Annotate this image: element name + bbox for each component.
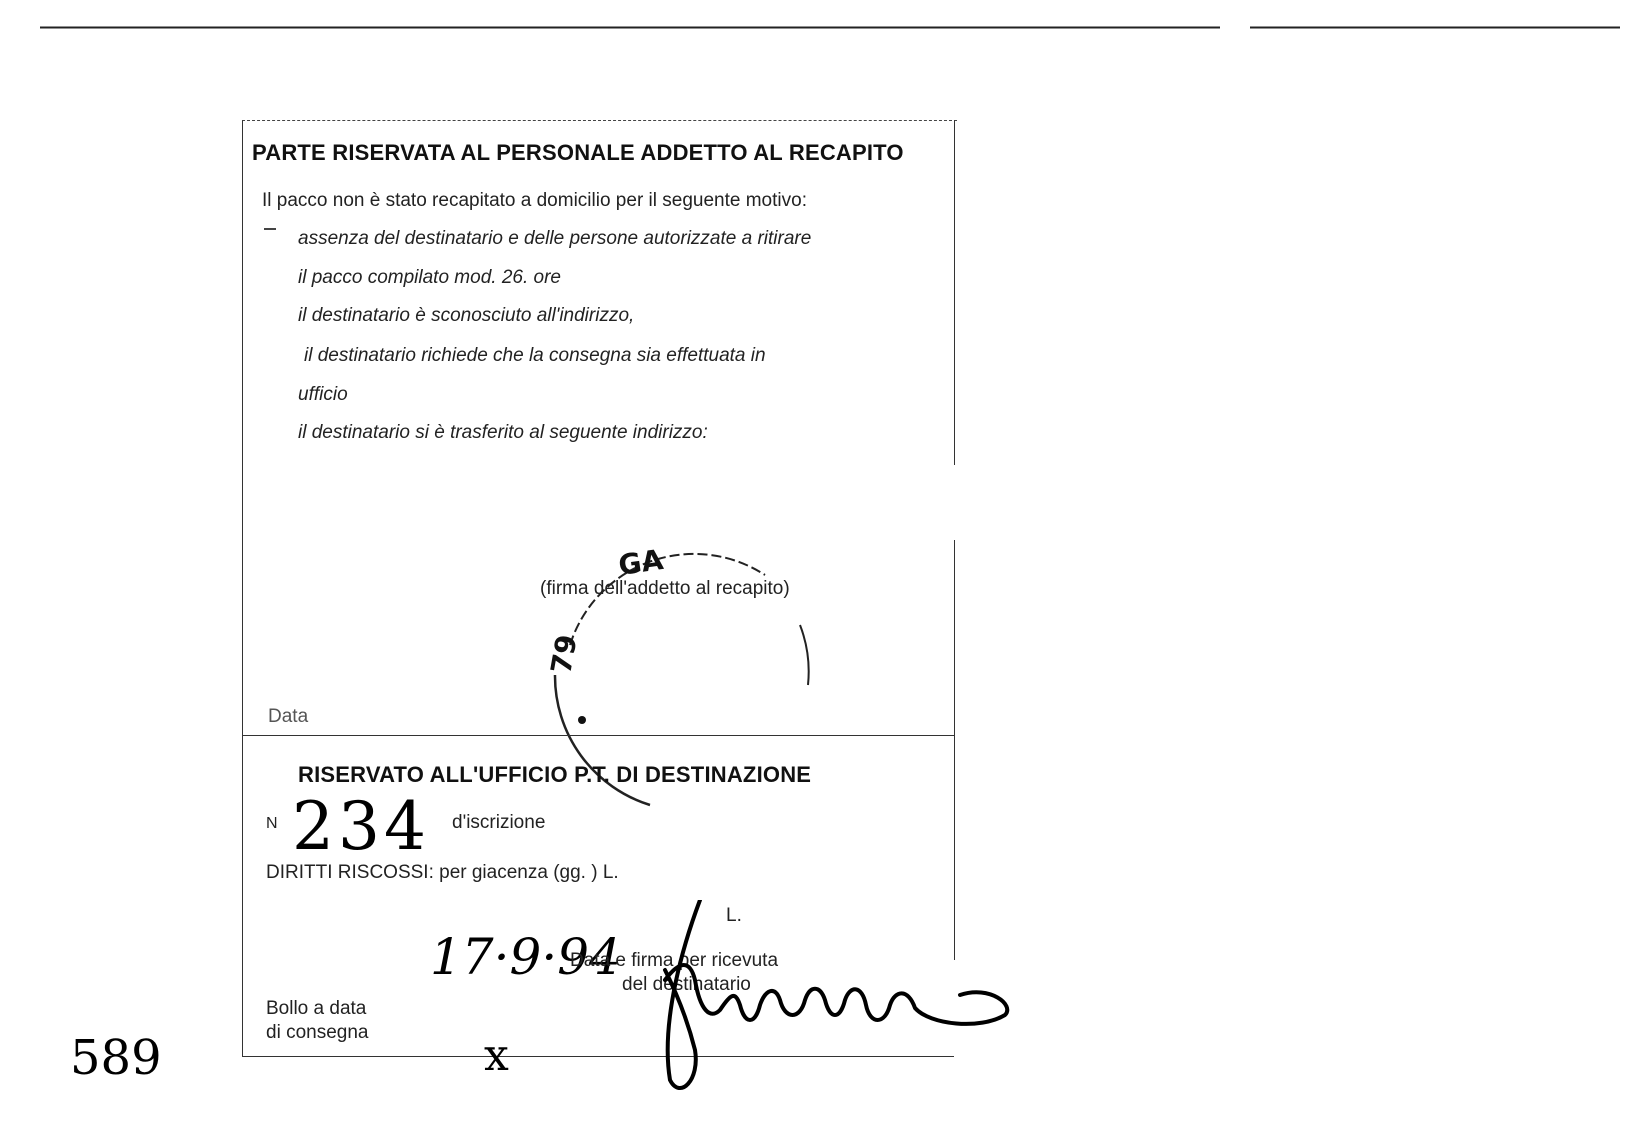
reason3-line1: il destinatario richiede che la consegna sia effettuata in: [304, 345, 766, 366]
postmark-text: GA: [616, 543, 666, 582]
receipt-line2: del destinatario: [622, 974, 751, 995]
fees-label: DIRITTI RISCOSSI: per giacenza (gg. ) L.: [266, 862, 619, 883]
reason4: il destinatario si è trasferito al seguente indirizzo:: [298, 422, 708, 443]
section-divider: [242, 735, 954, 736]
reason3-line2: ufficio: [298, 384, 348, 405]
section1-intro: Il pacco non è stato recapitato a domicilio per il seguente motivo:: [262, 190, 807, 211]
handwritten-date: 17·9·94: [430, 928, 621, 986]
reason1-line2: il pacco compilato mod. 26. ore: [298, 267, 561, 288]
reason2: il destinatario è sconosciuto all'indirizzo,: [298, 305, 635, 326]
section1-header: PARTE RISERVATA AL PERSONALE ADDETTO AL RECAPITO: [252, 140, 904, 165]
reason1-line1: assenza del destinatario e delle persone autorizzate a ritirare: [298, 228, 812, 249]
top-rule: [40, 26, 1620, 29]
registration-label: d'iscrizione: [452, 812, 546, 833]
checkbox-mark: [264, 228, 276, 230]
recipient-signature: [640, 900, 1020, 1100]
section2-header: RISERVATO ALL'UFFICIO P.T. DI DESTINAZIONE: [298, 762, 812, 787]
signature-caption: (firma dell'addetto al recapito): [540, 578, 790, 599]
form-right-border: [954, 120, 955, 465]
stamp-label-line1: Bollo a data: [266, 998, 367, 1019]
form-right-border-lower: [954, 540, 955, 960]
handwritten-mark: x: [484, 1030, 509, 1081]
fees-currency-2: L.: [726, 905, 742, 926]
date-label: Data: [268, 706, 309, 727]
stamp-label-line2: di consegna: [266, 1022, 369, 1043]
page-number: 589: [70, 1030, 162, 1086]
number-prefix: N: [266, 815, 278, 832]
receipt-line1: Data e firma per ricevuta: [570, 950, 779, 971]
postmark-side-text: 79: [544, 632, 584, 677]
handwritten-number: 234: [292, 788, 430, 865]
